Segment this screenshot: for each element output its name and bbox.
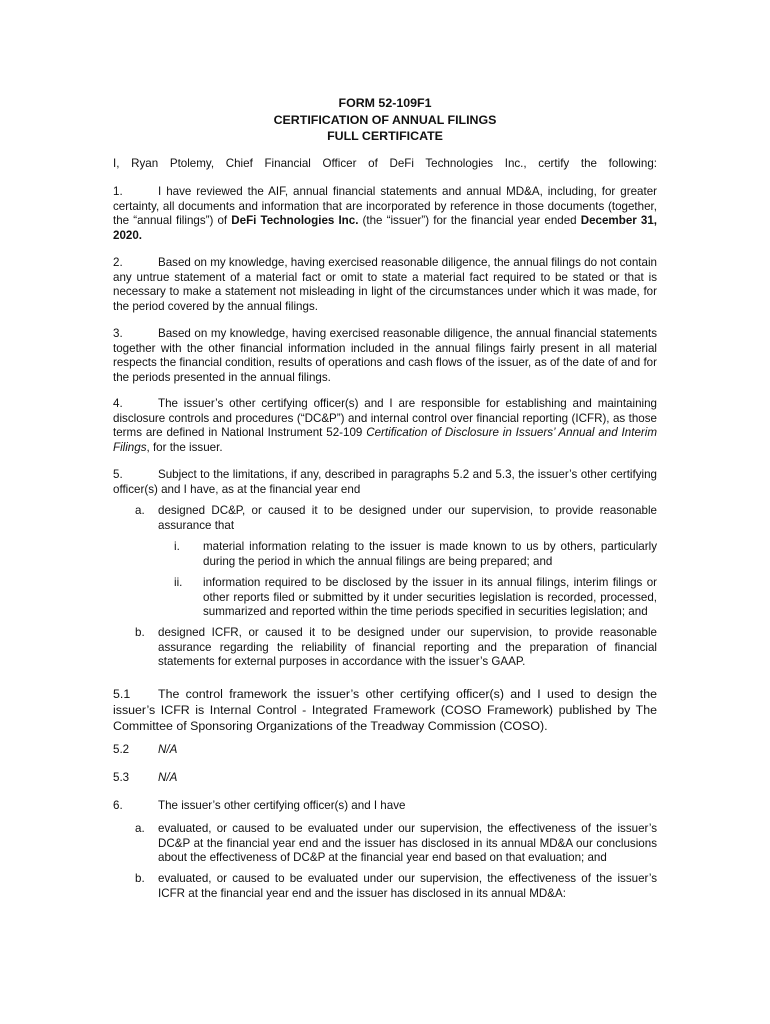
list-item-5b: designed ICFR, or caused it to be designed under our supervision, to provide reasonable assurance regarding the reliability of financial reporting and the preparation of financial statements for external purposes in accordance with the issuer’s GAAP. — [158, 626, 657, 669]
list-label-6a: a. — [135, 822, 145, 835]
list-label-5ai: i. — [174, 540, 180, 553]
paragraph-number: 6. — [113, 799, 123, 812]
paragraph-number: 1. — [113, 185, 123, 198]
paragraph-number: 3. — [113, 327, 123, 340]
intro-paragraph: I, Ryan Ptolemy, Chief Financial Officer of DeFi Technologies Inc., certify the following: — [113, 157, 657, 170]
list-item-5aii: information required to be disclosed by the issuer in its annual filings, interim filings or other reports filed or submitted by it under securities legislation is recorded, processed, summarized and reported within the time periods specified in securities legislation; and — [203, 576, 657, 619]
form-subtitle: FULL CERTIFICATE — [327, 129, 443, 144]
list-label-5aii: ii. — [174, 576, 183, 589]
list-label-5a: a. — [135, 504, 145, 517]
paragraph-3: 3. Based on my knowledge, having exercised reasonable diligence, the annual financial statements together with the other financial information included in the annual filings fairly present in all material respects the financial condition, results of operations and cash flows of the issuer, as of the date of and for the periods presented in the annual filings. — [113, 327, 657, 384]
paragraph-5-3: 5.3 N/A — [113, 771, 178, 784]
list-item-6a: evaluated, or caused to be evaluated under our supervision, the effectiveness of the issuer’s DC&P at the financial year end and the issuer has disclosed in its annual MD&A our conclusions about the effectiveness of DC&P at the financial year end based on that evaluation; and — [158, 822, 657, 865]
company-name: DeFi Technologies Inc. — [231, 214, 359, 228]
list-label-6b: b. — [135, 872, 145, 885]
paragraph-5-1: 5.1 The control framework the issuer’s other certifying officer(s) and I used to design the issuer’s ICFR is Internal Control - Integrated Framework (COSO Framework) published by The Committee of Sponsoring Organizations of the Treadway Commission (COSO). — [113, 687, 657, 733]
list-item-6b: evaluated, or caused to be evaluated under our supervision, the effectiveness of the issuer’s ICFR at the financial year end and the issuer has disclosed in its annual MD&A: — [158, 872, 657, 900]
paragraph-number: 4. — [113, 397, 123, 410]
paragraph-2: 2. Based on my knowledge, having exercised reasonable diligence, the annual filings do not contain any untrue statement of a material fact or omit to state a material fact required to be stated or that is necessary to make a statement not misleading in light of the circumstances under which it was made, for the period covered by the annual filings. — [113, 256, 657, 313]
paragraph-number: 5.1 — [113, 687, 131, 701]
list-item-5ai: material information relating to the issuer is made known to us by others, particularly during the period in which the annual filings are being prepared; and — [203, 540, 657, 568]
form-title: CERTIFICATION OF ANNUAL FILINGS — [273, 112, 497, 127]
list-label-5b: b. — [135, 626, 145, 639]
form-number: FORM 52-109F1 — [338, 96, 432, 110]
paragraph-number: 5.3 — [113, 771, 130, 784]
paragraph-4: 4. The issuer’s other certifying officer(s) and I are responsible for establishing and maintaining disclosure controls and procedures (“DC&P”) and internal control over financial reporting (ICFR), as those terms are defined in National Instrument 52-109 Certification of Disclosure in Issuers’ Annual and Interim Filings, for the issuer. — [113, 397, 657, 454]
paragraph-number: 5.2 — [113, 743, 130, 756]
instrument-title: Certification of Disclosure in Issuers’ Annual and Interim Filings — [113, 426, 657, 454]
paragraph-number: 5. — [113, 468, 123, 481]
paragraph-5-2: 5.2 N/A — [113, 743, 178, 756]
paragraph-1: 1. I have reviewed the AIF, annual financial statements and annual MD&A, including, for greater certainty, all documents and information that are incorporated by reference in those documents (together, the “annual filings”) of DeFi Technologies Inc. (the “issuer”) for the financial year ended December 31, 2020. — [113, 185, 658, 242]
paragraph-5: 5. Subject to the limitations, if any, described in paragraphs 5.2 and 5.3, the issuer’s other certifying officer(s) and I have, as at the financial year end — [113, 468, 657, 496]
paragraph-6: 6. The issuer’s other certifying officer(s) and I have — [113, 799, 406, 812]
year-end-date: December 31, 2020. — [113, 214, 658, 242]
form-header — [0, 95, 770, 145]
paragraph-number: 2. — [113, 256, 123, 269]
list-item-5a: designed DC&P, or caused it to be designed under our supervision, to provide reasonable assurance that — [158, 504, 657, 532]
